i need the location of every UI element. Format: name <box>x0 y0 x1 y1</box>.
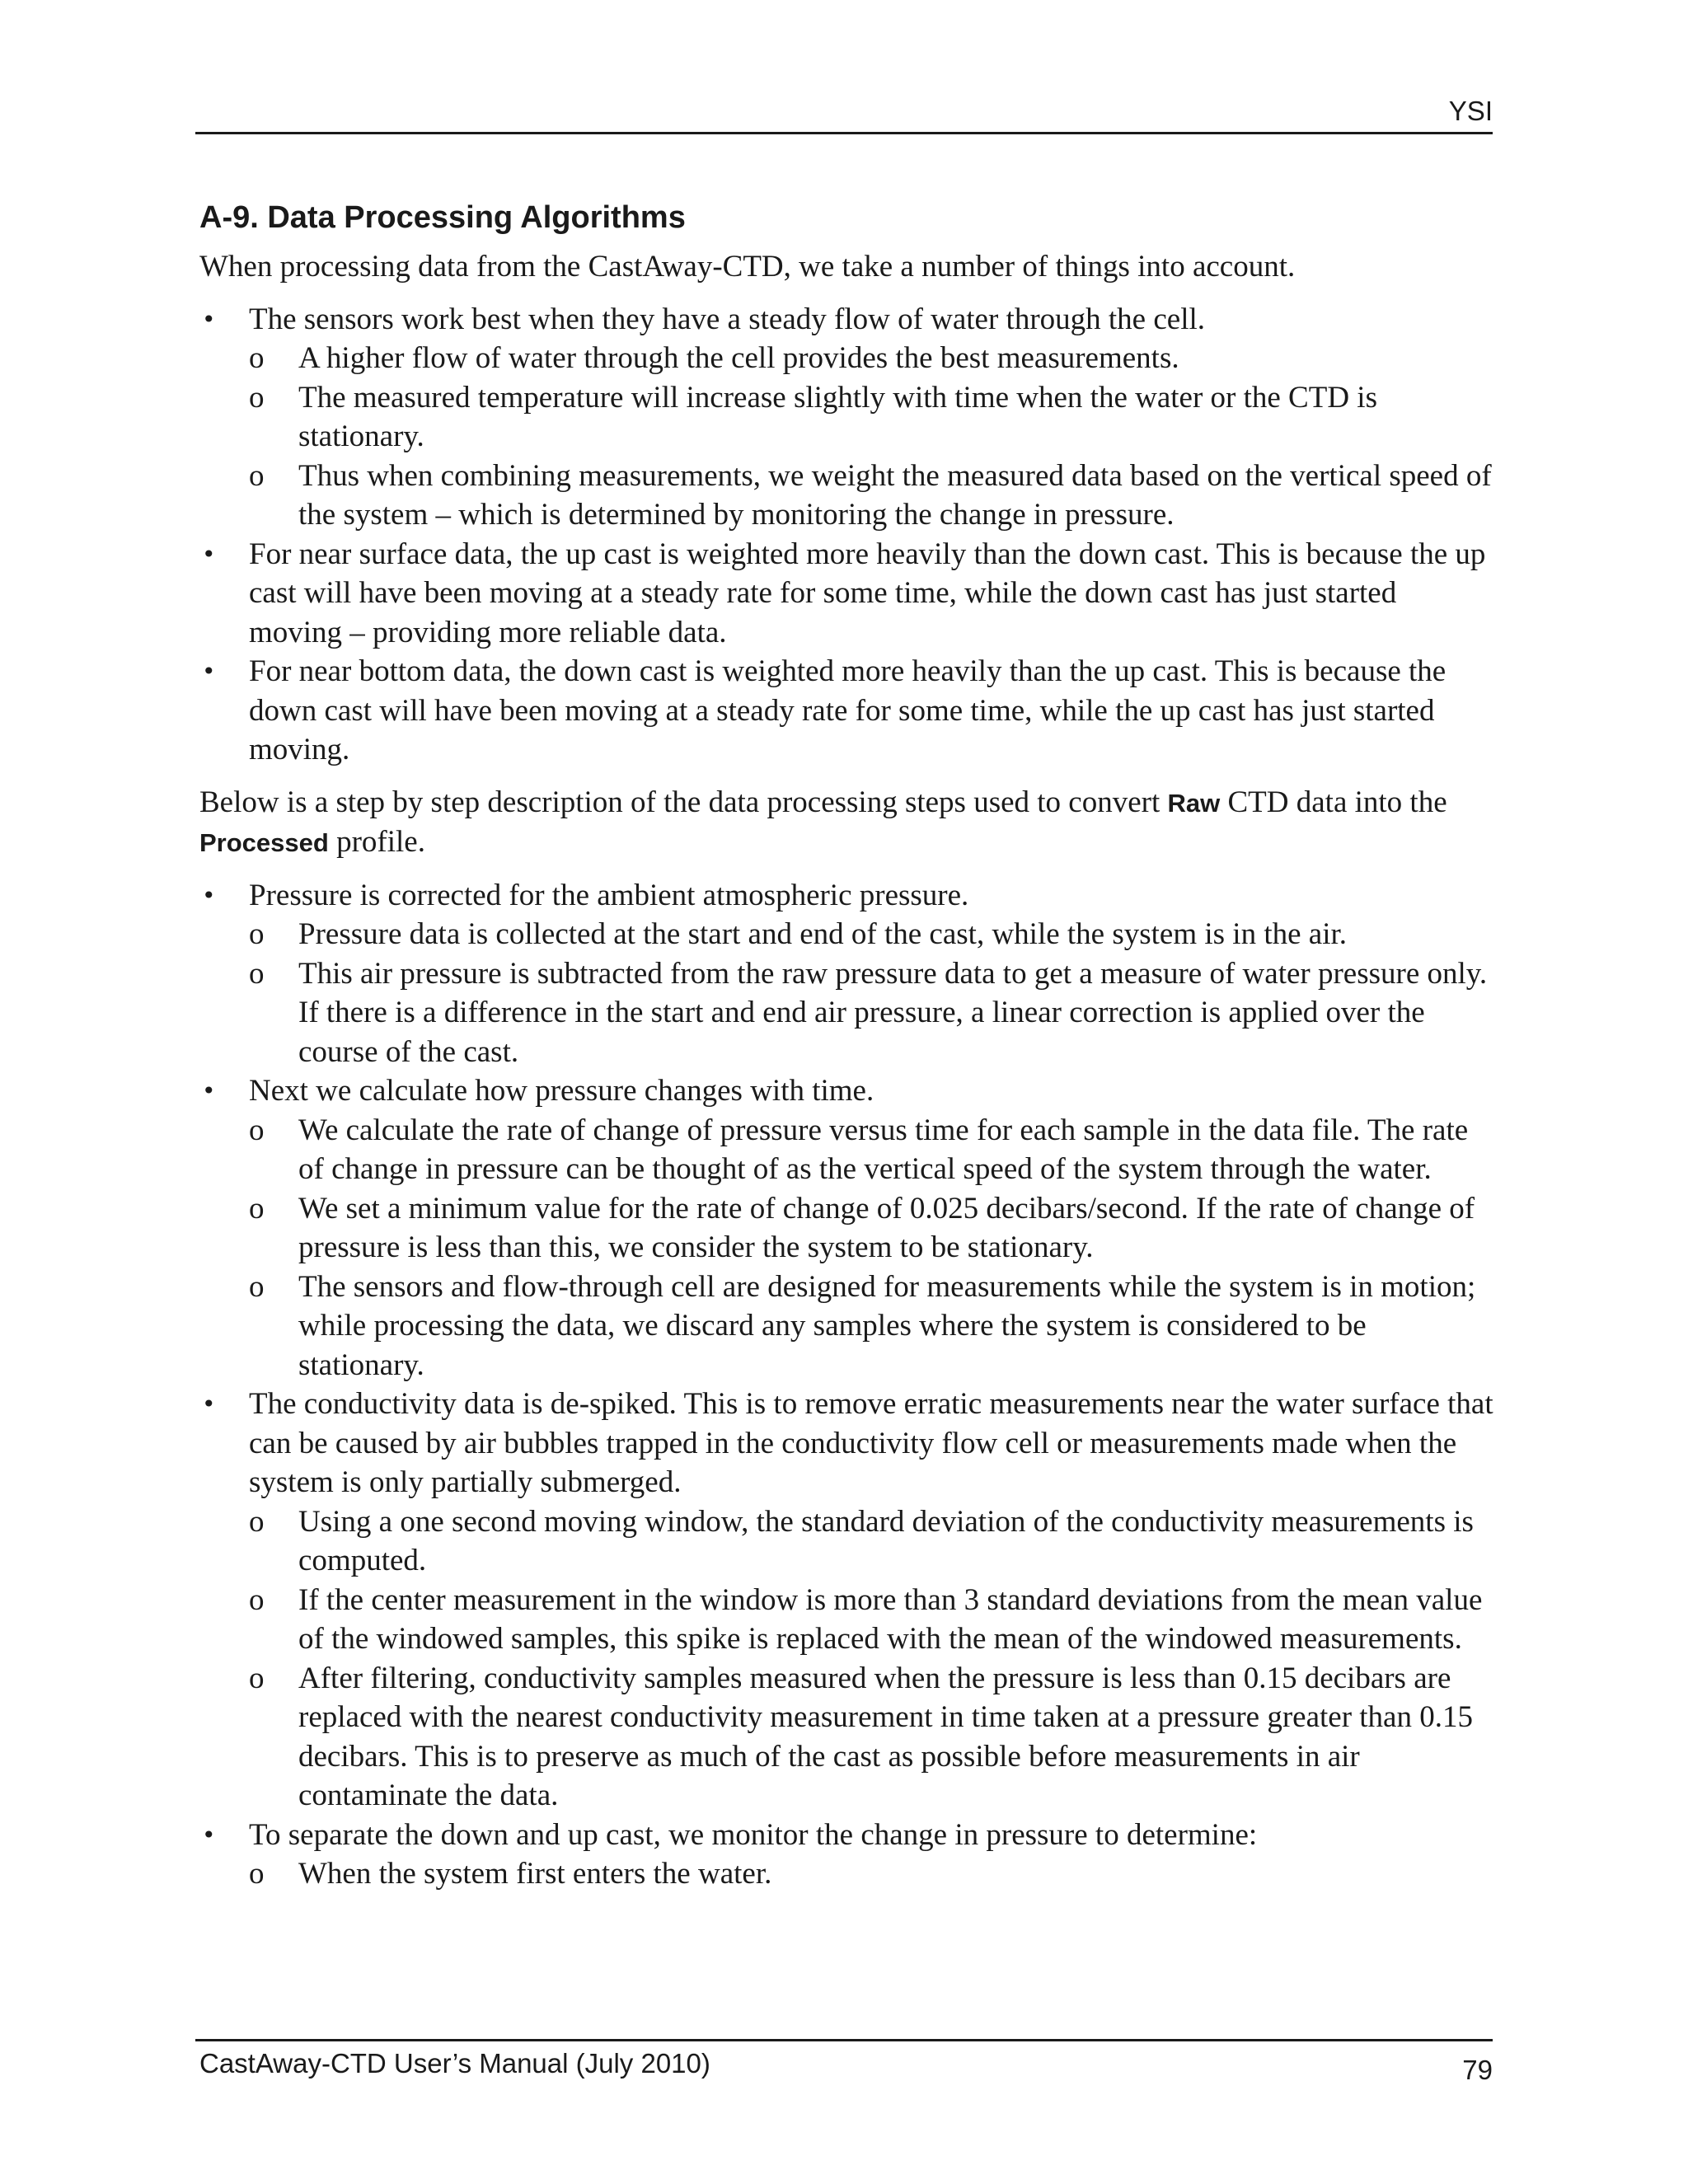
bullet-marker: • <box>202 1077 216 1104</box>
list-item-text: For near surface data, the up cast is weighted more heavily than the down cast. This is because the up cast will have been moving at a steady rate for some time, while the down cast has just started moving – providing more reliable data. <box>249 537 1486 649</box>
intro-paragraph: When processing data from the CastAway-CTD, we take a number of things into account. <box>199 250 1296 284</box>
steps-intro-after: profile. <box>328 825 425 859</box>
sub-bullet-marker: o <box>249 917 265 951</box>
sub-list-item <box>249 378 1497 457</box>
sub-list-item <box>249 1581 1497 1659</box>
footer-manual-title: CastAway-CTD User’s Manual (July 2010) <box>199 2048 710 2079</box>
sub-list <box>249 915 1497 1071</box>
sub-list-item-text: This air pressure is subtracted from the raw pressure data to get a measure of water pressure only. If there is a difference in the start and end air pressure, a linear correction is applied over the course of the cast. <box>298 956 1488 1069</box>
steps-intro-middle: CTD data into the <box>1220 785 1447 819</box>
bullet-marker: • <box>202 658 216 685</box>
sub-list-item-text: After filtering, conductivity samples measured when the pressure is less than 0.15 decibars are replaced with the nearest conductivity measurement in time taken at a pressure greater than 0.15 decibars. This is to preserve as much of the cast as possible before measurements in air contaminate the data. <box>298 1661 1473 1812</box>
sub-list-item-text: Using a one second moving window, the standard deviation of the conductivity measurements is computed. <box>298 1504 1474 1577</box>
sub-list-item <box>249 457 1497 535</box>
sub-bullet-marker: o <box>249 956 265 991</box>
sub-list <box>249 1111 1497 1385</box>
sub-list <box>249 1502 1497 1816</box>
sub-list-item-text: Thus when combining measurements, we weight the measured data based on the vertical speed of the system – which is determined by monitoring the change in pressure. <box>298 458 1492 532</box>
bullet-marker: • <box>202 1821 216 1849</box>
sub-bullet-marker: o <box>249 341 265 375</box>
sub-list-item-text: A higher flow of water through the cell provides the best measurements. <box>298 341 1179 375</box>
sub-list-item <box>249 1854 1497 1894</box>
list-item <box>199 535 1497 653</box>
footer-rule <box>195 2039 1493 2041</box>
bullet-marker: • <box>202 881 216 909</box>
sub-list-item-text: The measured temperature will increase slightly with time when the water or the CTD is stationary. <box>298 380 1377 453</box>
sub-bullet-marker: o <box>249 458 265 493</box>
list-item <box>199 876 1497 1072</box>
sub-bullet-marker: o <box>249 1269 265 1304</box>
sub-list-item <box>249 1189 1497 1268</box>
sub-list-item-text: Pressure data is collected at the start and end of the cast, while the system is in the air. <box>298 917 1348 951</box>
list-item-text: The sensors work best when they have a steady flow of water through the cell. <box>249 302 1206 336</box>
sub-list-item <box>249 1502 1497 1581</box>
sub-list-item-text: We set a minimum value for the rate of change of 0.025 decibars/second. If the rate of change of pressure is less than this, we consider the system to be stationary. <box>298 1191 1475 1264</box>
list-item-text: To separate the down and up cast, we monitor the change in pressure to determine: <box>249 1817 1258 1852</box>
raw-term: Raw <box>1167 788 1221 818</box>
list-item-text: Pressure is corrected for the ambient atmospheric pressure. <box>249 878 969 912</box>
steps-intro-before: Below is a step by step description of the data processing steps used to convert <box>199 785 1168 819</box>
sub-bullet-marker: o <box>249 1582 265 1617</box>
sub-list <box>249 339 1497 535</box>
sub-list-item-text: The sensors and flow-through cell are designed for measurements while the system is in motion; while processing the data, we discard any samples where the system is considered to be stationary. <box>298 1269 1476 1382</box>
sub-bullet-marker: o <box>249 1504 265 1539</box>
sub-bullet-marker: o <box>249 1661 265 1695</box>
header-rule <box>195 132 1493 134</box>
processed-term: Processed <box>199 828 329 857</box>
section-title: A-9. Data Processing Algorithms <box>199 200 686 235</box>
list-item <box>199 652 1497 770</box>
page-content <box>199 198 1497 1907</box>
sub-bullet-marker: o <box>249 1191 265 1226</box>
bullet-marker: • <box>202 1390 216 1418</box>
sub-bullet-marker: o <box>249 1113 265 1147</box>
list-item <box>199 1071 1497 1385</box>
sub-list-item <box>249 1659 1497 1816</box>
list-item-text: The conductivity data is de-spiked. This is to remove erratic measurements near the water surface that can be caused by air bubbles trapped in the conductivity flow cell or measurements made when the system is only partially submerged. <box>249 1387 1493 1499</box>
sub-list-item <box>249 1268 1497 1385</box>
sub-list-item <box>249 954 1497 1072</box>
list-item-text: Next we calculate how pressure changes with time. <box>249 1074 874 1108</box>
bullet-marker: • <box>202 540 216 568</box>
page-number: 79 <box>1462 2055 1493 2085</box>
sub-list-item-text: We calculate the rate of change of pressure versus time for each sample in the data file. The rate of change in pressure can be thought of as the vertical speed of the system through the water. <box>298 1113 1469 1186</box>
list-item <box>199 1816 1497 1894</box>
sub-list-item-text: If the center measurement in the window is more than 3 standard deviations from the mean value of the windowed samples, this spike is replaced with the mean of the windowed measurements. <box>298 1582 1483 1656</box>
sub-bullet-marker: o <box>249 380 265 415</box>
sub-list <box>249 1854 1497 1894</box>
header-label: YSI <box>1448 96 1493 126</box>
steps-intro-paragraph <box>199 783 1497 863</box>
list-item <box>199 300 1497 535</box>
sub-bullet-marker: o <box>249 1857 265 1891</box>
list-item-text: For near bottom data, the down cast is weighted more heavily than the up cast. This is because the down cast will have been moving at a steady rate for some time, while the up cast has just started moving. <box>249 654 1447 766</box>
sub-list-item <box>249 339 1497 378</box>
sub-list-item <box>249 915 1497 954</box>
considerations-list <box>199 300 1497 770</box>
sub-list-item-text: When the system first enters the water. <box>298 1857 772 1891</box>
sub-list-item <box>249 1111 1497 1189</box>
processing-steps-list <box>199 876 1497 1894</box>
list-item <box>199 1385 1497 1816</box>
bullet-marker: • <box>202 305 216 333</box>
